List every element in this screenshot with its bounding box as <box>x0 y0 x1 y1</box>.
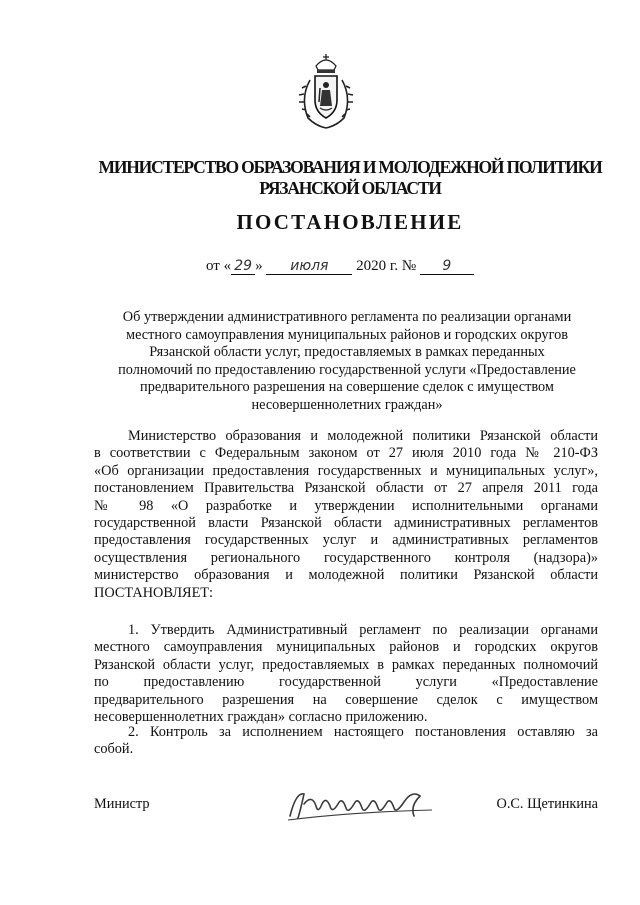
paragraph-line: предварительного разрешения на совершение сделок с имуществом <box>94 691 598 708</box>
paragraph-line: предоставления государственных услуг и административных регламентов <box>94 532 598 549</box>
paragraph-line: «Об организации предоставления государственных и муниципальных услуг», <box>94 462 598 479</box>
paragraph-line: несовершеннолетних граждан» согласно приложению. <box>94 709 428 726</box>
date-year-label: 2020 г. № <box>356 258 417 274</box>
paragraph-line: местного самоуправления муниципальных районов и городских округов <box>94 639 598 656</box>
signature-block <box>94 796 598 836</box>
paragraph-line: постановлением Правительства Рязанской области от 27 апреля 2011 года <box>94 480 598 497</box>
item-1-paragraph <box>94 622 598 726</box>
paragraph-line: ПОСТАНОВЛЯЕТ: <box>94 584 214 601</box>
paragraph-line: по предоставлению государственной услуги «Предоставление <box>94 674 598 691</box>
signatory-role: Министр <box>94 796 150 812</box>
item-2-paragraph <box>94 724 598 759</box>
paragraph-line: министерство образования и молодежной политики Рязанской области <box>94 567 598 584</box>
paragraph-line: осуществления регионального государственного контроля (надзора)» <box>94 549 598 566</box>
ministry-name-line1: МИНИСТЕРСТВО ОБРАЗОВАНИЯ И МОЛОДЕЖНОЙ ПОЛИТИКИ <box>98 157 602 177</box>
date-close-quote: » <box>255 258 263 274</box>
subject-line: предварительного разрешения на совершение сделок с имуществом <box>140 379 554 396</box>
subject-line: местного самоуправления муниципальных районов и городских округов <box>126 326 568 343</box>
paragraph-line: государственной власти Рязанской области административных регламентов <box>94 515 598 532</box>
date-day-handwritten: 29 <box>231 258 255 275</box>
document-subject <box>94 309 600 415</box>
paragraph-line: 2. Контроль за исполнением настоящего постановления оставляю за <box>128 724 598 740</box>
subject-line: полномочий по предоставлению государственной услуги «Предоставление <box>118 361 576 378</box>
paragraph-line: Рязанской области услуг, предоставляемых в рамках переданных полномочий <box>94 656 598 673</box>
paragraph-line: Министерство образования и молодежной политики Рязанской области <box>128 428 598 444</box>
date-line <box>206 258 474 275</box>
paragraph-line: в соответствии с Федеральным законом от 27 июля 2010 года № 210-ФЗ <box>94 445 598 462</box>
subject-line: Об утверждении административного регламента по реализации органами <box>122 309 572 325</box>
preamble-paragraph <box>94 428 598 602</box>
date-month-handwritten: июля <box>266 258 352 275</box>
subject-line: Рязанской области услуг, предоставляемых в рамках переданных <box>149 344 545 361</box>
handwritten-signature-icon <box>282 782 442 826</box>
signatory-name: О.С. Щетинкина <box>496 796 598 812</box>
paragraph-line: 1. Утвердить Административный регламент по реализации органами <box>128 622 598 638</box>
document-type-title: ПОСТАНОВЛЕНИЕ <box>236 210 464 234</box>
coat-of-arms-icon <box>296 52 356 132</box>
date-prefix: от « <box>206 258 232 274</box>
paragraph-line: № 98 «О разработке и утверждении исполнительными органами <box>94 497 598 514</box>
ministry-name-line2: РЯЗАНСКОЙ ОБЛАСТИ <box>259 178 441 198</box>
document-number-handwritten: 9 <box>420 258 474 275</box>
paragraph-line: собой. <box>94 741 134 758</box>
subject-line: несовершеннолетних граждан» <box>251 396 443 413</box>
